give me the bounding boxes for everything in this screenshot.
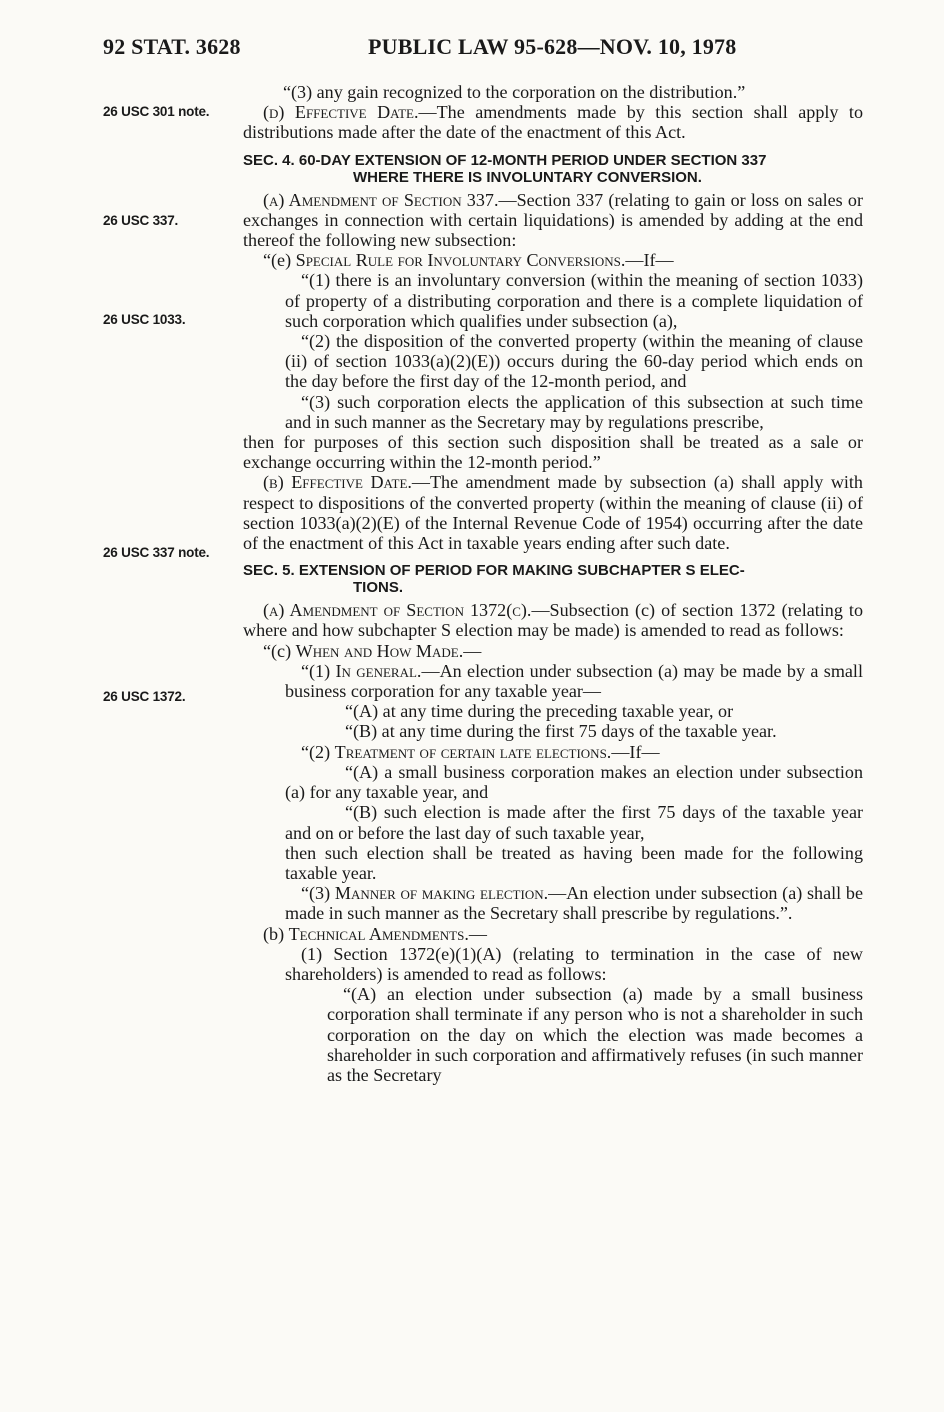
paragraph: “(3) any gain recognized to the corporation on the distribution.”	[283, 82, 746, 102]
paragraph: then such election shall be treated as having been made for the following taxable year.	[285, 842, 863, 883]
paragraph: “(A) at any time during the preceding taxable year, or	[345, 701, 734, 722]
paragraph: “(3) Manner of making election.—An election under subsection (a) shall be made in such manner as the Secretary shall prescribe by regulations.”.	[285, 883, 864, 924]
section-heading: SEC. 5. EXTENSION OF PERIOD FOR MAKING SUBCHAPTER S ELEC- TIONS.	[243, 562, 745, 597]
paragraph: then for purposes of this section such disposition shall be treated as a sale or exchange occurring within the 12-month period.”	[243, 432, 863, 473]
paragraph: “(B) at any time during the first 75 days of the taxable year.	[345, 721, 777, 742]
paragraph: (1) Section 1372(e)(1)(A) (relating to termination in the case of new shareholders) is amended to read as follows:	[285, 943, 863, 984]
paragraph: “(1) In general.—An election under subsection (a) may be made by a small business corporation for any taxable year—	[285, 660, 863, 702]
paragraph: (a) Amendment of Section 337.—Section 337 (relating to gain or loss on sales or exchanges in connection with certain liquidations) is amended by adding at the end thereof the following new subsection:	[243, 189, 864, 251]
margin-note: 26 USC 337 note.	[103, 545, 210, 560]
paragraph: (b) Effective Date.—The amendment made by subsection (a) shall apply with respect to dispositions of the converted property (within the meaning of clause (ii) of section 1033(a)(2)(E) of the Internal Revenue Code of 1954) occurring after the date of the enactment of this Act in taxable years ending after such date.	[243, 472, 863, 554]
margin-note: 26 USC 1372.	[103, 689, 186, 704]
paragraph: “(2) Treatment of certain late elections.—If—	[301, 741, 660, 762]
statute-text	[243, 82, 863, 1085]
section-heading: SEC. 4. 60-DAY EXTENSION OF 12-MONTH PERIOD UNDER SECTION 337 WHERE THERE IS INVOLUNTARY CONVERSION.	[243, 151, 767, 186]
paragraph: (d) Effective Date.—The amendments made by this section shall apply to distributions made after the date of the enactment of this Act.	[243, 102, 863, 143]
paragraph: “(B) such election is made after the first 75 days of the taxable year and on or before the last day of such taxable year,	[285, 802, 863, 843]
paragraph: “(e) Special Rule for Involuntary Conversions.—If—	[263, 250, 674, 271]
page-header-stat: 92 STAT. 3628	[103, 34, 241, 59]
margin-note: 26 USC 1033.	[103, 312, 186, 327]
paragraph: “(3) such corporation elects the application of this subsection at such time and in such manner as the Secretary may by regulations prescribe,	[285, 391, 863, 432]
paragraph: “(c) When and How Made.—	[263, 640, 482, 661]
paragraph: “(A) an election under subsection (a) made by a small business corporation shall terminate if any person who is not a shareholder in such corporation on the day on which the election was made becomes a shareholder in such corporation and affirmatively refuses (in such manner as the Secretary	[327, 984, 863, 1085]
paragraph: (a) Amendment of Section 1372(c).—Subsection (c) of section 1372 (relating to where and how subchapter S election may be made) is amended to read as follows:	[243, 600, 863, 641]
paragraph: “(2) the disposition of the converted property (within the meaning of clause (ii) of section 1033(a)(2)(E)) occurs during the 60-day period which ends on the day before the first day of the 12-month period, and	[285, 331, 863, 392]
margin-note: 26 USC 337.	[103, 213, 179, 228]
paragraph: “(1) there is an involuntary conversion (within the meaning of section 1033) of property of a distributing corporation and there is a complete liquidation of such corporation which qualifies under subsection (a),	[285, 270, 863, 331]
page-header-title: PUBLIC LAW 95-628—NOV. 10, 1978	[368, 34, 737, 59]
paragraph: “(A) a small business corporation makes an election under subsection (a) for any taxable year, and	[285, 761, 863, 803]
paragraph: (b) Technical Amendments.—	[263, 923, 487, 944]
margin-note: 26 USC 301 note.	[103, 104, 210, 119]
